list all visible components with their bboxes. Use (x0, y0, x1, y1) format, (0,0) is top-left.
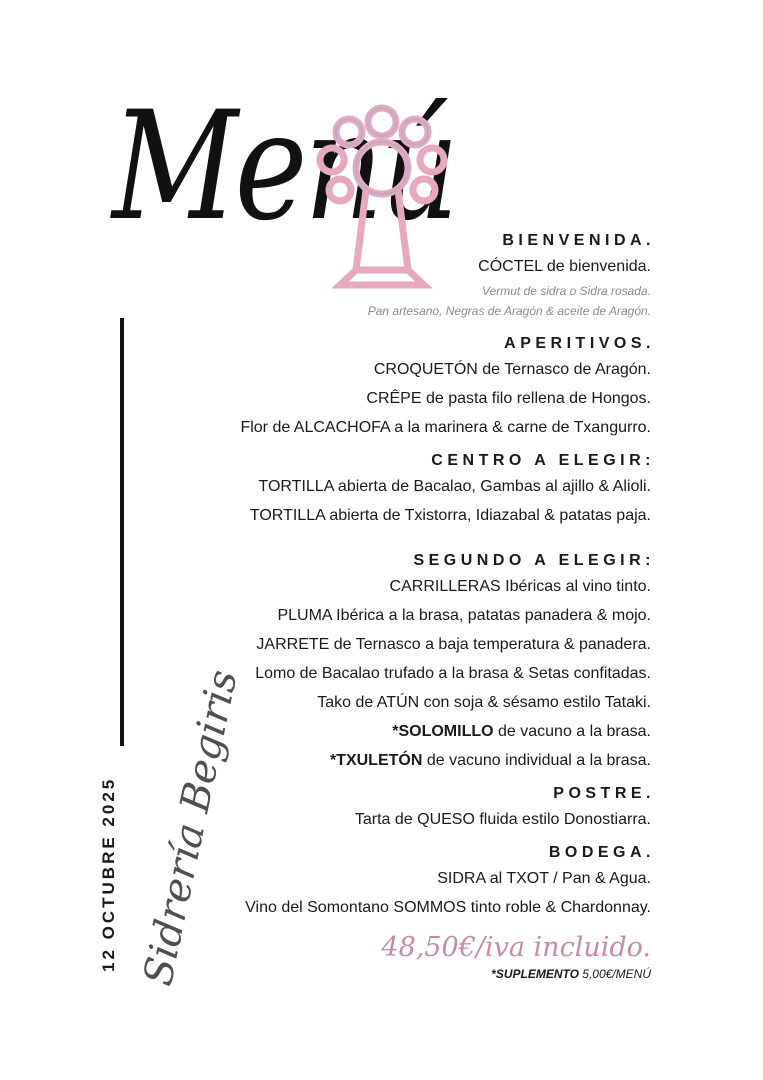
menu-item: Lomo de Bacalao trufado a la brasa & Setas confitadas. (255, 665, 651, 682)
section-title-bodega: BODEGA. (548, 844, 655, 861)
menu-item-solomillo (131, 717, 651, 746)
vertical-divider (120, 318, 124, 746)
menu-item: TORTILLA abierta de Bacalao, Gambas al ajillo & Alioli. (258, 478, 651, 495)
menu-item: JARRETE de Ternasco a baja temperatura & panadera. (256, 636, 651, 653)
section-title-postre: POSTRE. (553, 785, 655, 802)
menu-item: CROQUETÓN de Ternasco de Aragón. (373, 361, 651, 378)
menu-price: 48,50€/iva incluido. (381, 932, 651, 963)
menu-item-txuleton (131, 746, 651, 775)
menu-item-text: de vacuno individual a la brasa. (422, 752, 651, 769)
menu-content (131, 232, 655, 982)
supplement-note (131, 967, 651, 981)
menu-item: TORTILLA abierta de Txistorra, Idiazabal & patatas paja. (249, 507, 651, 524)
section-title-centro: CENTRO A ELEGIR: (431, 452, 655, 469)
menu-item: CARRILLERAS Ibéricas al vino tinto. (389, 578, 651, 595)
menu-item: Vino del Somontano SOMMOS tinto roble & Chardonnay. (245, 899, 651, 916)
menu-item: Tako de ATÚN con soja & sésamo estilo Tataki. (317, 694, 651, 711)
menu-item: Tarta de QUESO fluida estilo Donostiarra. (354, 811, 651, 828)
menu-item-text: de vacuno a la brasa. (493, 723, 651, 740)
menu-item: Flor de ALCACHOFA a la marinera & carne de Txangurro. (240, 419, 651, 436)
menu-item: CÓCTEL de bienvenida. (478, 258, 651, 275)
event-date: 12 OCTUBRE 2025 (99, 776, 118, 972)
section-title-aperitivos: APERITIVOS. (504, 335, 655, 352)
menu-note: Pan artesano, Negras de Aragón & aceite de Aragón. (367, 304, 651, 318)
supplement-label: *SUPLEMENTO (491, 967, 579, 982)
supplement-dish-name: *TXULETÓN (329, 752, 423, 769)
menu-item: SIDRA al TXOT / Pan & Agua. (437, 870, 651, 887)
menu-item: CRÊPE de pasta filo rellena de Hongos. (366, 390, 651, 407)
section-title-bienvenida: BIENVENIDA. (502, 232, 655, 249)
menu-note: Vermut de sidra o Sidra rosada. (482, 284, 651, 298)
restaurant-signature: Sidrería Begiris (135, 666, 247, 990)
menu-item: PLUMA Ibérica a la brasa, patatas panadera & mojo. (277, 607, 651, 624)
menu-title: Menú (112, 80, 457, 254)
supplement-dish-name: *SOLOMILLO (392, 723, 494, 740)
section-title-segundo: SEGUNDO A ELEGIR: (413, 552, 655, 569)
supplement-amount: 5,00€/MENÚ (578, 967, 651, 982)
